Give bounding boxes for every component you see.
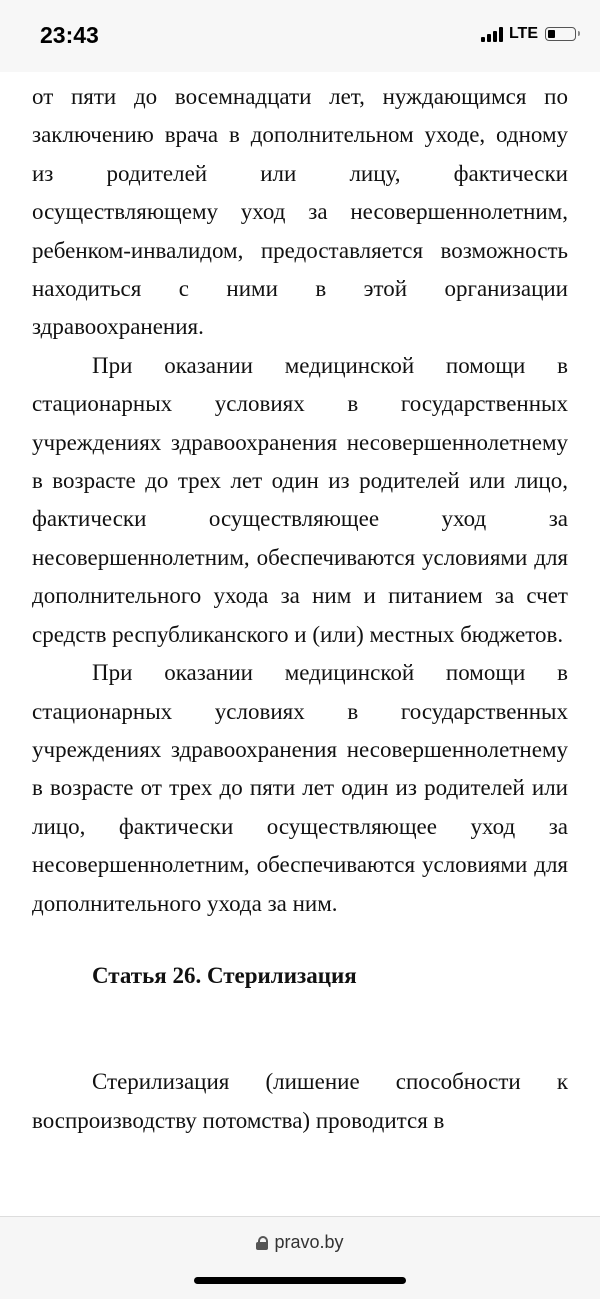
address-bar[interactable] [0,1232,600,1253]
home-indicator[interactable] [194,1277,406,1284]
lock-icon [256,1236,268,1249]
article-heading: Статья 26. Стерилизация [92,962,357,988]
battery-icon [545,27,576,41]
article-paragraph: от пяти до восемнадцати лет, нуждающимся по заключению врача в дополнительном уходе, одному из родителей или лицу, фактически осуществляющему уход за несовершеннолетним, ребенком-инвалидом, предоставляется возможность находиться с ними в этой организации здравоохранения. [32,84,568,340]
network-type: LTE [508,25,538,42]
article-paragraph: Стерилизация (лишение способности к воспроизводству потомства) проводится в [32,1069,568,1133]
clock: 23:43 [40,22,99,48]
article-paragraph: При оказании медицинской помощи в стационарных условиях в государственных учреждениях здравоохранения несовершеннолетнему в возрасте до трех лет один из родителей или лицо, фактически осуществляющее уход за несовершеннолетним, обеспечиваются условиями для дополнительного ухода за ним и питанием за счет средств республиканского и (или) местных бюджетов. [32,352,568,647]
url-domain[interactable]: pravo.by [274,1232,344,1252]
status-icons [481,25,576,43]
article-body [32,78,568,1140]
browser-bottom-bar [0,1216,600,1299]
signal-icon [481,27,503,42]
status-bar [0,0,600,72]
article-paragraph: При оказании медицинской помощи в стационарных условиях в государственных учреждениях здравоохранения несовершеннолетнему в возрасте от трех до пяти лет один из родителей или лицо, фактически осуществляющее уход за несовершеннолетним, обеспечиваются условиями для дополнительного ухода за ним. [32,660,568,916]
